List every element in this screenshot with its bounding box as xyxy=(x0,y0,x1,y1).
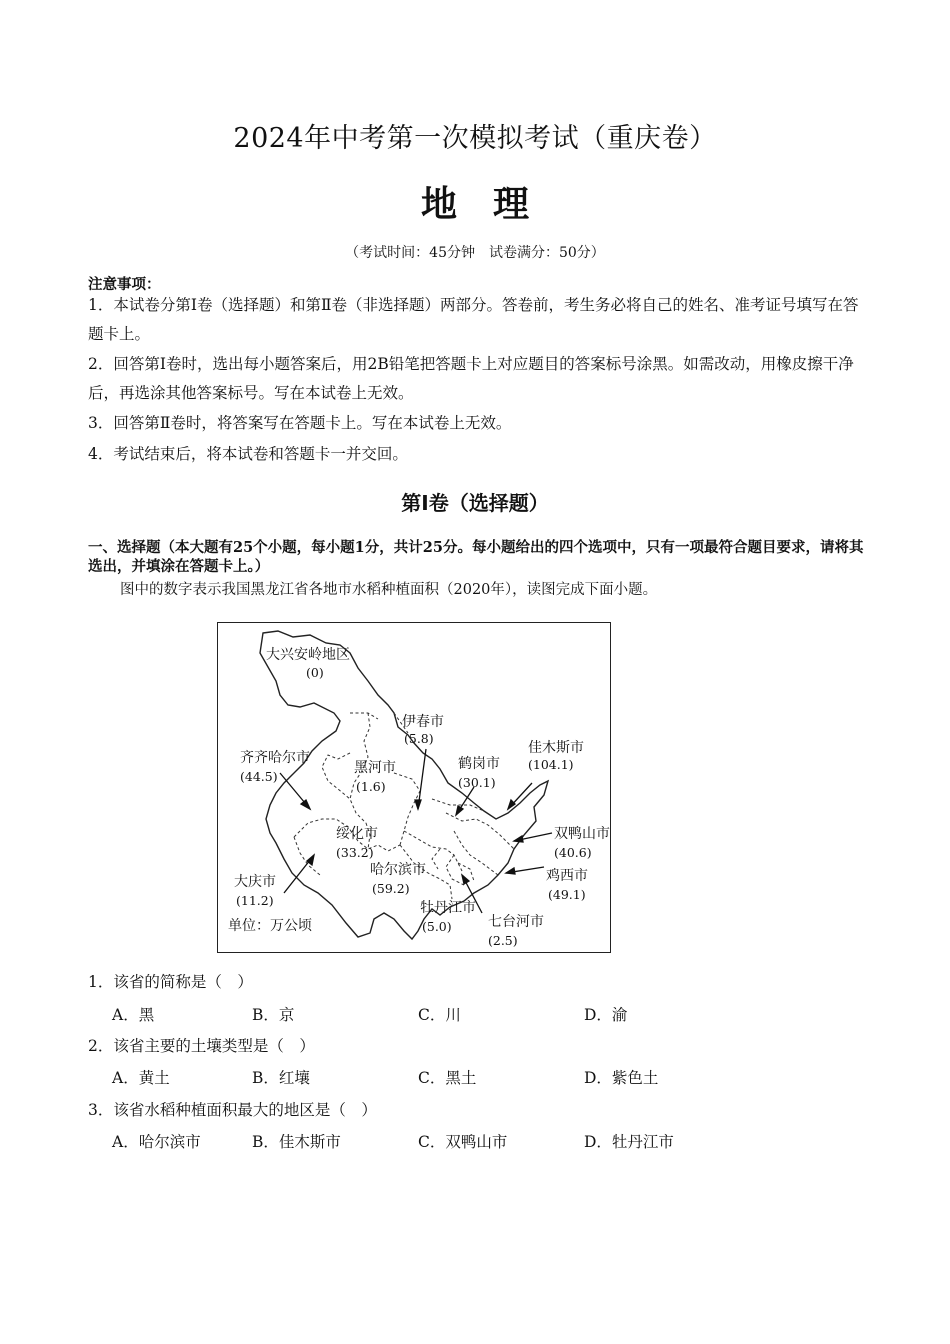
map-label-qitaihe: 七台河市 xyxy=(488,914,544,930)
map-value-jixi: (49.1) xyxy=(548,887,586,902)
question-3-stem: 3．该省水稻种植面积最大的地区是（ ） xyxy=(88,1101,377,1119)
map-label-hegang: 鹤岗市 xyxy=(458,756,500,772)
question-1-option-d[interactable]: D．渝 xyxy=(584,1006,628,1024)
map-value-heihe: (1.6) xyxy=(356,779,386,794)
question-3-option-a[interactable]: A．哈尔滨市 xyxy=(112,1133,201,1151)
map-value-qiqihar: (44.5) xyxy=(240,769,278,784)
map-value-yichun: (5.8) xyxy=(404,731,434,746)
map-value-qitaihe: (2.5) xyxy=(488,933,518,948)
part-heading: 一、选择题（本大题有25个小题，每小题1分，共计25分。每小题给出的四个选项中，只有一项最符合题目要求，请将其选出，并填涂在答题卡上。） xyxy=(88,539,864,575)
map-label-daxinganling: 大兴安岭地区 xyxy=(266,647,350,663)
map-label-shuangyashan: 双鸭山市 xyxy=(554,826,610,842)
question-1-option-a[interactable]: A．黑 xyxy=(112,1006,155,1024)
question-2-option-a[interactable]: A．黄土 xyxy=(112,1069,170,1087)
map-label-heihe: 黑河市 xyxy=(354,760,396,776)
notice-item-3: 3．回答第Ⅱ卷时，将答案写在答题卡上。写在本试卷上无效。 xyxy=(88,414,512,432)
notice-item-4: 4．考试结束后，将本试卷和答题卡一并交回。 xyxy=(88,445,408,463)
exam-title: 2024年中考第一次模拟考试（重庆卷） xyxy=(233,123,717,154)
map-label-qiqihar: 齐齐哈尔市 xyxy=(240,750,310,766)
map-label-suihua: 绥化市 xyxy=(336,826,378,842)
map-unit-label: 单位：万公顷 xyxy=(228,918,312,934)
question-1-option-b[interactable]: B．京 xyxy=(252,1006,295,1024)
exam-info: （考试时间：45分钟 试卷满分：50分） xyxy=(345,245,605,261)
map-label-mudanjiang: 牡丹江市 xyxy=(420,900,476,916)
map-value-jiamusi: (104.1) xyxy=(528,757,574,772)
heilongjiang-rice-map xyxy=(217,622,611,953)
province-outline xyxy=(218,623,612,954)
notice-heading: 注意事项： xyxy=(88,276,161,293)
map-value-suihua: (33.2) xyxy=(336,845,374,860)
section-heading: 第Ⅰ卷（选择题） xyxy=(401,491,549,515)
map-value-daqing: (11.2) xyxy=(236,893,274,908)
question-3-option-c[interactable]: C．双鸭山市 xyxy=(418,1133,508,1151)
map-value-daxinganling: (0) xyxy=(306,665,324,680)
question-2-option-d[interactable]: D．紫色土 xyxy=(584,1069,659,1087)
notice-item-1: 1．本试卷分第Ⅰ卷（选择题）和第Ⅱ卷（非选择题）两部分。答卷前，考生务必将自己的姓名、准考证号填写在答题卡上。 xyxy=(88,296,859,343)
map-label-harbin: 哈尔滨市 xyxy=(370,862,426,878)
question-2-stem: 2．该省主要的土壤类型是（ ） xyxy=(88,1037,315,1055)
notice-item-2: 2．回答第Ⅰ卷时，选出每小题答案后，用2B铅笔把答题卡上对应题目的答案标号涂黑。如需改动，用橡皮擦干净后，再选涂其他答案标号。写在本试卷上无效。 xyxy=(88,355,854,402)
map-value-mudanjiang: (5.0) xyxy=(422,919,452,934)
map-value-shuangyashan: (40.6) xyxy=(554,845,592,860)
map-value-hegang: (30.1) xyxy=(458,775,496,790)
question-intro: 图中的数字表示我国黑龙江省各地市水稻种植面积（2020年），读图完成下面小题。 xyxy=(120,582,658,598)
question-1-stem: 1．该省的简称是（ ） xyxy=(88,973,253,991)
map-label-daqing: 大庆市 xyxy=(234,874,276,890)
question-1-option-c[interactable]: C．川 xyxy=(418,1006,461,1024)
question-3-option-b[interactable]: B．佳木斯市 xyxy=(252,1133,341,1151)
map-label-jiamusi: 佳木斯市 xyxy=(528,740,584,756)
map-label-yichun: 伊春市 xyxy=(402,714,444,730)
subject-title: 地理 xyxy=(420,183,565,225)
map-label-jixi: 鸡西市 xyxy=(546,868,588,884)
question-2-option-c[interactable]: C．黑土 xyxy=(418,1069,477,1087)
question-3-option-d[interactable]: D．牡丹江市 xyxy=(584,1133,674,1151)
map-value-harbin: (59.2) xyxy=(372,881,410,896)
question-2-option-b[interactable]: B．红壤 xyxy=(252,1069,310,1087)
